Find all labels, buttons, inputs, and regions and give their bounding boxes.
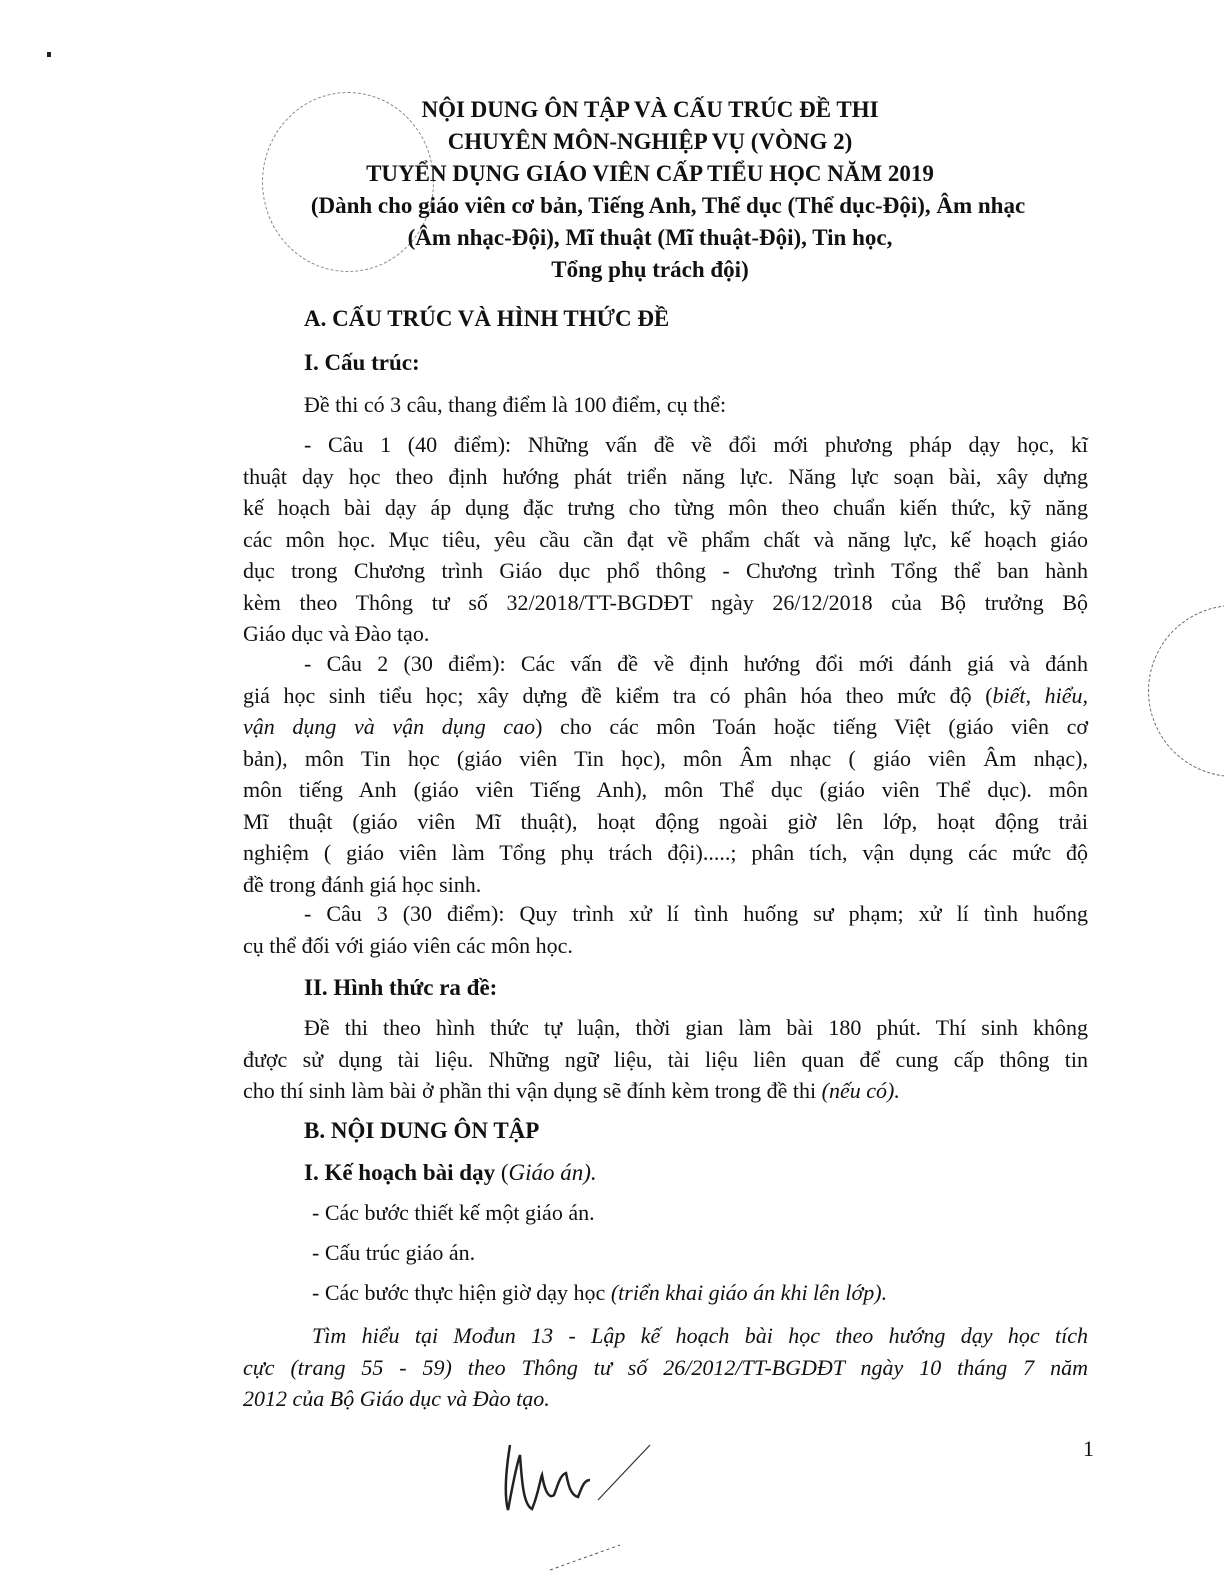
form-line: cho thí sinh làm bài ở phần thi vận dụng sẽ đính kèm trong đề thi (nếu có). bbox=[243, 1078, 900, 1103]
question-1-paragraph bbox=[243, 429, 1088, 650]
seal-stamp-right bbox=[1148, 605, 1224, 777]
question-2-paragraph bbox=[243, 648, 1088, 900]
ref-line: cực (trang 55 - 59) theo Thông tư số 26/2012/TT-BGDĐT ngày 10 tháng 7 năm bbox=[243, 1354, 1088, 1380]
q1-line: các môn học. Mục tiêu, yêu cầu cần đạt về phẩm chất và năng lực, kế hoạch giáo bbox=[243, 526, 1088, 552]
q2-line: bản), môn Tin học (giáo viên Tin học), môn Âm nhạc ( giáo viên Âm nhạc), bbox=[243, 745, 1088, 771]
section-b-heading: B. NỘI DUNG ÔN TẬP bbox=[304, 1118, 540, 1143]
q1-line: Giáo dục và Đào tạo. bbox=[243, 621, 430, 646]
q2-line: đề trong đánh giá học sinh. bbox=[243, 871, 482, 897]
title-line-5: (Âm nhạc-Đội), Mĩ thuật (Mĩ thuật-Đội), Tin học, bbox=[407, 225, 893, 250]
ref-line: Tìm hiểu tại Mođun 13 - Lập kế hoạch bài học theo hướng dạy học tích bbox=[312, 1323, 1088, 1348]
section-a-heading: A. CẤU TRÚC VÀ HÌNH THỨC ĐỀ bbox=[304, 306, 670, 331]
q2-line: - Câu 2 (30 điểm): Các vấn đề về định hướng đổi mới đánh giá và đánh bbox=[304, 651, 1088, 676]
signature bbox=[480, 1425, 680, 1575]
title-line-1: NỘI DUNG ÔN TẬP VÀ CẤU TRÚC ĐỀ THI bbox=[421, 97, 879, 122]
ref-line: 2012 của Bộ Giáo dục và Đào tạo. bbox=[243, 1386, 550, 1411]
q1-line: dục trong Chương trình Giáo dục phổ thông - Chương trình Tổng thể ban hành bbox=[243, 558, 1088, 583]
q1-line: kèm theo Thông tư số 32/2018/TT-BGDĐT ngày 26/12/2018 của Bộ trưởng Bộ bbox=[243, 589, 1088, 615]
list-item: - Các bước thiết kế một giáo án. bbox=[312, 1200, 595, 1225]
q2-line: vận dụng và vận dụng cao) cho các môn Toán hoặc tiếng Việt (giáo viên cơ bbox=[243, 714, 1089, 739]
title-line-6: Tổng phụ trách đội) bbox=[551, 257, 749, 282]
section-a-intro: Đề thi có 3 câu, thang điểm là 100 điểm, cụ thể: bbox=[304, 392, 727, 417]
q2-line: nghiệm ( giáo viên làm Tổng phụ trách đội).....; phân tích, vận dụng các mức độ bbox=[243, 840, 1088, 865]
q3-line: - Câu 3 (30 điểm): Quy trình xử lí tình huống sư phạm; xử lí tình huống bbox=[304, 901, 1088, 926]
q1-line: - Câu 1 (40 điểm): Những vấn đề về đổi mới phương pháp dạy học, kĩ bbox=[304, 432, 1088, 457]
exam-form-paragraph bbox=[243, 1012, 1088, 1107]
document-title bbox=[210, 94, 1090, 286]
q2-line: Mĩ thuật (giáo viên Mĩ thuật), hoạt động ngoài giờ lên lớp, hoạt động trải bbox=[243, 808, 1088, 834]
section-a-sub1: I. Cấu trúc: bbox=[304, 350, 420, 375]
q1-line: thuật dạy học theo định hướng phát triển năng lực. Năng lực soạn bài, xây dựng bbox=[243, 463, 1088, 489]
reference-paragraph bbox=[243, 1320, 1088, 1415]
section-a-sub2: II. Hình thức ra đề: bbox=[304, 975, 498, 1000]
title-line-3: TUYỂN DỤNG GIÁO VIÊN CẤP TIỂU HỌC NĂM 2019 bbox=[366, 161, 934, 186]
section-b-sub1: I. Kế hoạch bài dạy (Giáo án). bbox=[304, 1160, 597, 1185]
question-3-paragraph bbox=[243, 898, 1088, 961]
title-line-4: (Dành cho giáo viên cơ bản, Tiếng Anh, Thể dục (Thể dục-Đội), Âm nhạc bbox=[310, 193, 1026, 218]
q2-line: giá học sinh tiểu học; xây dựng đề kiểm tra có phân hóa theo mức độ (biết, hiểu, bbox=[243, 682, 1089, 708]
form-line: Đề thi theo hình thức tự luận, thời gian làm bài 180 phút. Thí sinh không bbox=[304, 1015, 1088, 1040]
title-line-2: CHUYÊN MÔN-NGHIỆP VỤ (VÒNG 2) bbox=[447, 129, 853, 154]
page-number: 1 bbox=[1083, 1436, 1094, 1461]
q3-line: cụ thể đối với giáo viên các môn học. bbox=[243, 932, 573, 958]
scan-dot bbox=[47, 52, 51, 57]
list-item: - Các bước thực hiện giờ dạy học (triển khai giáo án khi lên lớp). bbox=[312, 1280, 888, 1305]
q2-line: môn tiếng Anh (giáo viên Tiếng Anh), môn Thể dục (giáo viên Thể dục). môn bbox=[243, 777, 1088, 802]
q1-line: kế hoạch bài dạy áp dụng đặc trưng cho từng môn theo chuẩn kiến thức, kỹ năng bbox=[243, 495, 1088, 520]
form-line: được sử dụng tài liệu. Những ngữ liệu, tài liệu liên quan để cung cấp thông tin bbox=[243, 1046, 1088, 1072]
list-item: - Cấu trúc giáo án. bbox=[312, 1240, 476, 1265]
